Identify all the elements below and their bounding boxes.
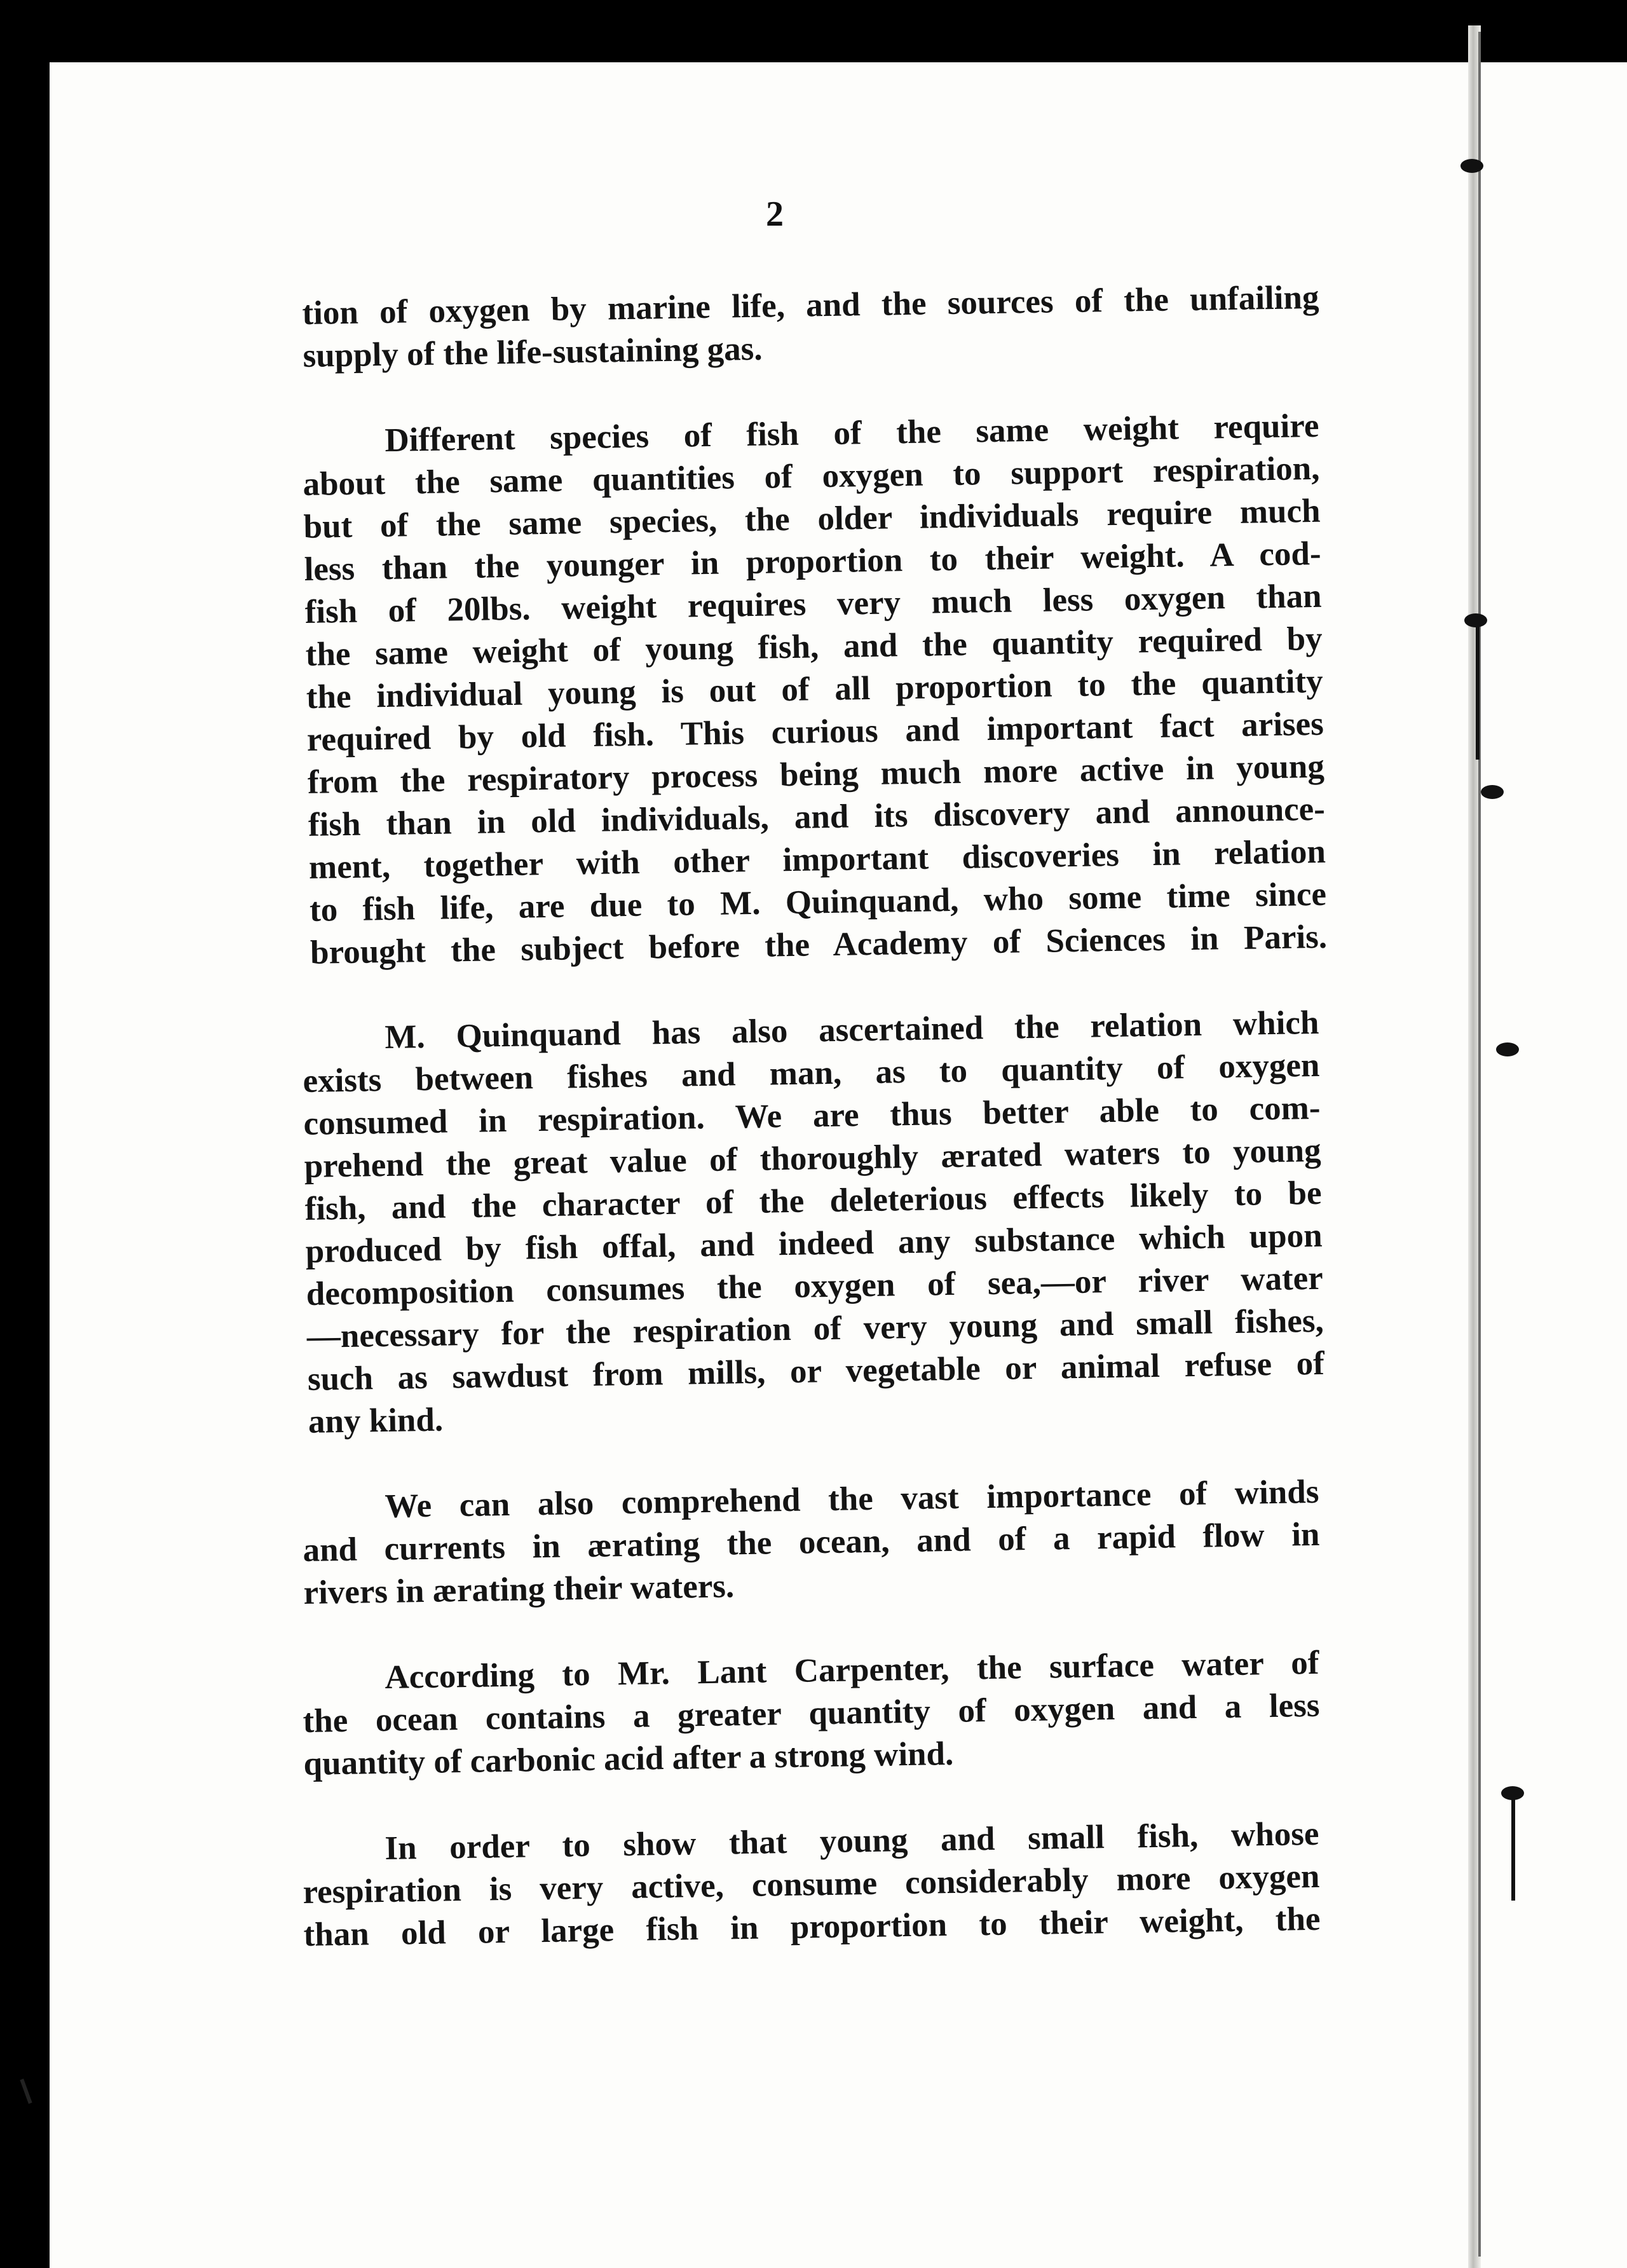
text-line: In order to show that young and small fish, whose bbox=[385, 1815, 1319, 1867]
text-line: any kind. bbox=[308, 1401, 444, 1440]
text-line: less than the younger in proportion to their weight. A cod- bbox=[304, 535, 1321, 588]
text-line: exists between fishes and man, as to quantity of oxygen bbox=[303, 1046, 1320, 1100]
text-line: the same weight of young fish, and the quantity required by bbox=[305, 620, 1323, 673]
text-line: According to Mr. Lant Carpenter, the surface water of bbox=[385, 1644, 1319, 1696]
text-line: ment, together with other important discoveries in relation bbox=[308, 833, 1326, 886]
text-line: decomposition consumes the oxygen of sea,—or river water bbox=[306, 1259, 1324, 1313]
text-line: the individual young is out of all proportion to the quantity bbox=[306, 662, 1324, 716]
paragraph bbox=[302, 1471, 1321, 1615]
text-line: rivers in ærating their waters. bbox=[303, 1568, 735, 1611]
text-line: consumed in respiration. We are thus better able to com- bbox=[303, 1089, 1321, 1142]
paragraph bbox=[302, 1642, 1321, 1786]
text-line: about the same quantities of oxygen to support respiration, bbox=[303, 449, 1320, 503]
text-line: from the respiratory process being much more active in young bbox=[307, 748, 1325, 801]
text-line: produced by fish offal, and indeed any substance which upon bbox=[305, 1217, 1323, 1270]
paragraph bbox=[302, 1813, 1321, 1957]
binding-stitch bbox=[1481, 785, 1504, 799]
text-line: fish than in old individuals, and its discovery and announce- bbox=[308, 790, 1326, 844]
text-line: tion of oxygen by marine life, and the sources of the unfailing bbox=[302, 278, 1319, 332]
text-line: to fish life, are due to M. Quinquand, who some time since bbox=[309, 875, 1327, 929]
text-line: fish of 20lbs. weight requires very much less oxygen than bbox=[304, 577, 1322, 631]
text-line: quantity of carbonic acid after a strong wind. bbox=[303, 1735, 954, 1782]
binding-stitch-bar bbox=[1476, 620, 1480, 760]
text-line: fish, and the character of the deleterious effects likely to be bbox=[304, 1174, 1322, 1227]
binding-stitch bbox=[1460, 159, 1483, 173]
text-line: —necessary for the respiration of very young and small fishes, bbox=[306, 1302, 1324, 1355]
text-line: the ocean contains a greater quantity of oxygen and a less bbox=[303, 1686, 1320, 1740]
text-line: than old or large fish in proportion to their weight, the bbox=[303, 1900, 1321, 1953]
text-line: We can also comprehend the vast importance of winds bbox=[385, 1473, 1319, 1525]
text-line: supply of the life-sustaining gas. bbox=[303, 330, 763, 374]
text-line: brought the subject before the Academy of Sciences in Paris. bbox=[310, 918, 1328, 971]
text-line: required by old fish. This curious and important fact arises bbox=[306, 705, 1324, 758]
page-number: 2 bbox=[766, 195, 785, 234]
binding-stitch bbox=[1496, 1042, 1519, 1056]
text-line: prehend the great value of thoroughly ærated waters to young bbox=[304, 1131, 1321, 1185]
binding-stitch-bar bbox=[1511, 1793, 1515, 1901]
paragraph bbox=[302, 277, 1320, 378]
binding-line bbox=[1478, 32, 1481, 2257]
body-text bbox=[302, 278, 1328, 2000]
text-line: such as sawdust from mills, or vegetable or animal refuse of bbox=[307, 1344, 1325, 1398]
paragraph bbox=[302, 1002, 1325, 1444]
text-line: respiration is very active, consume considerably more oxygen bbox=[303, 1857, 1320, 1911]
paragraph bbox=[302, 405, 1327, 974]
text-line: but of the same species, the older individuals require much bbox=[303, 492, 1321, 545]
text-line: Different species of fish of the same weight require bbox=[385, 407, 1319, 459]
text-line: and currents in ærating the ocean, and of a rapid flow in bbox=[303, 1515, 1320, 1569]
text-line: M. Quinquand has also ascertained the relation which bbox=[385, 1004, 1319, 1056]
